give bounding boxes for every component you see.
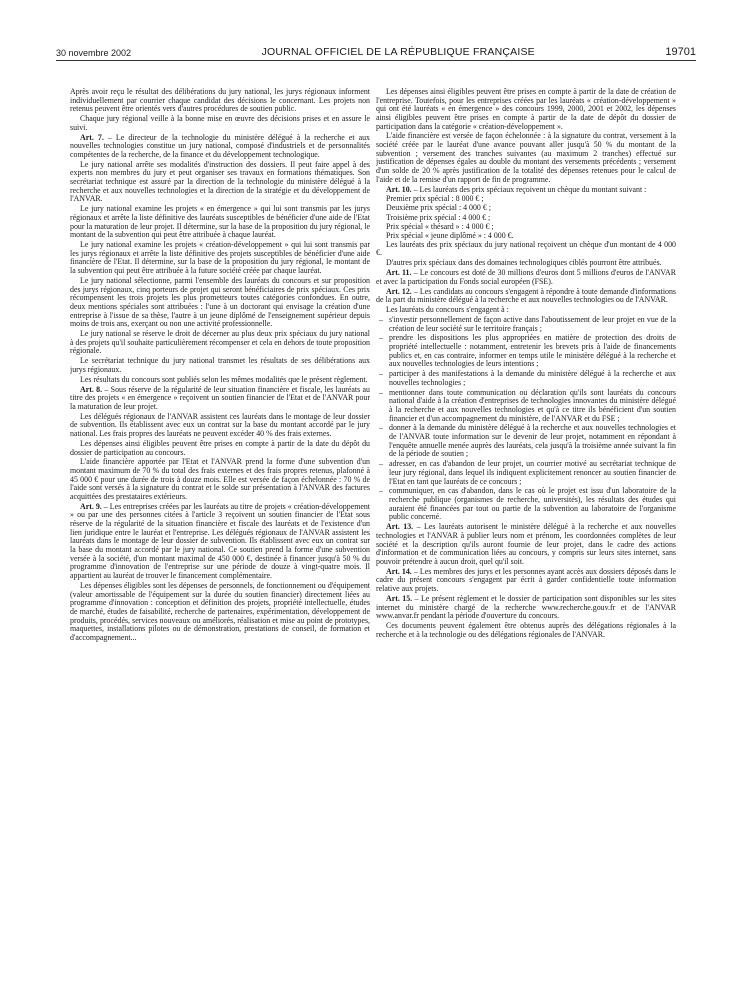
article-paragraph: [70, 134, 370, 160]
article-text: – Les membres des jurys et les personnes ayant accès aux dossiers déposés dans le cadre du présent concours s'engagent par écrit à garder confidentielle toute information relative aux projets.: [376, 566, 676, 594]
body-paragraph: Chaque jury régional veille à la bonne mise en œuvre des décisions prises et en assure le suivi.: [70, 114, 370, 132]
prize-line: Deuxième prix spécial : 4 000 € ;: [386, 203, 491, 213]
prize-line: Prix spécial « jeune diplômé » : 4 000 €.: [386, 230, 514, 240]
list-item: – s'investir personnellement de façon active dans l'aboutissement de leur projet en vue de la création de leur société sur le territoire français ;: [376, 316, 676, 333]
article-paragraph: [376, 523, 676, 566]
article-text: – Le concours est doté de 30 millions d'euros dont 5 millions d'euros de l'ANVAR et avec la participation du Fonds social européen (FSE).: [376, 268, 676, 286]
article-text: – Le présent règlement et le dossier de participation sont disponibles sur les sites internet du ministère chargé de la recherche www.recherche.gouv.fr et de l'ANVAR www.anvar.fr pendant la période d'ouverture du concours.: [376, 593, 676, 621]
body-paragraph: L'aide financière est versée de façon échelonnée : à la signature du contrat, versement à la société créée par le lauréat d'une avance pouvant aller jusqu'à 50 % du montant de la subvention ; versement des tranches suivantes (au maximum 2 tranches) effectué sur justification de dépenses égales au double du montant des versements précédents ; versement d'un solde de 20 % après justification de la totalité des dépenses retenues pour le calcul de l'aide et de la remise d'un rapport de fin de programme.: [376, 131, 676, 184]
header-rule: [56, 60, 696, 61]
body-paragraph: Ces documents peuvent également être obtenus auprès des délégations régionales à la recherche et à la technologie ou des délégations régionales de l'ANVAR.: [376, 621, 676, 639]
body-paragraph: Le jury national examine les projets « création-développement » qui lui sont transmis par les jurys régionaux et arrête la liste définitive des projets susceptibles de bénéficier d'une aide financière de l'Etat. Il détermine, sur la base de la proposition du jury régional, le montant de la subvention qui peut être attribuée à la future société créée par chaque lauréat.: [70, 240, 370, 276]
right-column: [376, 88, 676, 966]
article-label: Art. 11.: [386, 268, 412, 278]
body-paragraph: Le jury national sélectionne, parmi l'ensemble des lauréats du concours et sur proposition des jurys régionaux, cinq porteurs de projet qui seront bénéficiaires de prix spéciaux. Ces prix récompensent les trois projets les plus prometteurs toutes catégories confondues. En outre, deux mentions spéciales sont attribuées : l'une à un doctorant qui envisage la création d'une entreprise à l'issue de sa thèse, l'autre à un jeune diplômé de l'enseignement supérieur depuis moins de trois ans, exerçant ou non une activité professionnelle.: [70, 275, 370, 329]
article-label: Art. 13.: [386, 522, 414, 532]
list-item: – communiquer, en cas d'abandon, dans le cas où le projet est issu d'un laboratoire de la recherche publique (organismes de recherche, universités), les résultats des études qui auraient été financées par tout ou partie de la subvention au laboratoire de l'organisme public concerné.: [376, 487, 676, 522]
page-header: [56, 42, 696, 58]
body-paragraph: Les dépenses ainsi éligibles peuvent être prises en compte à partir de la date du dépôt du dossier de participation au concours.: [70, 438, 370, 457]
prize-line: Troisième prix spécial : 4 000 € ;: [386, 212, 491, 222]
body-paragraph: Le jury national examine les projets « en émergence » qui lui sont transmis par les jurys régionaux et arrête la liste définitive des lauréats susceptibles de bénéficier d'une aide de l'Etat pour la maturation de leur projet. Il détermine, sur la base de la proposition du jury régional, le montant de la subvention qui peut être attribuée à chaque lauréat.: [70, 204, 370, 240]
article-text: – Les lauréats des prix spéciaux reçoivent un chèque du montant suivant :: [411, 184, 647, 194]
article-paragraph: [376, 186, 676, 195]
left-column: [70, 88, 370, 966]
article-text: – Le directeur de la technologie du ministère délégué à la recherche et aux nouvelles technologies constitue un jury national, composé d'industriels et de personnalités compétentes de la recherche, de la finance et du développement technologique.: [70, 132, 370, 159]
list-item: – participer à des manifestations à la demande du ministère délégué à la recherche et aux nouvelles technologies ;: [376, 370, 676, 387]
article-paragraph: [376, 269, 676, 286]
article-label: Art. 9.: [80, 501, 102, 511]
body-paragraph: Les dépenses ainsi éligibles peuvent être prises en compte à partir de la date de création de l'entreprise. Toutefois, pour les entreprises créées par les lauréats « création-développement » qui ont été lauréats « en émergence » des concours 1999, 2000, 2001 et 2002, les dépenses ainsi éligibles peuvent être prises en compte à partir de la date de dépôt du dossier de participation dans la catégorie « création-développement ».: [376, 88, 676, 131]
body-paragraph: Le jury national se réserve le droit de décerner au plus deux prix spéciaux du jury national à des projets qu'il souhaite particulièrement récompenser et cela en dehors de toute proposition régionale.: [70, 329, 370, 356]
body-paragraph: Les dépenses éligibles sont les dépenses de personnels, de fonctionnement ou d'équipement (valeur amortissable de l'équipement sur la durée du soutien financier) directement liées au programme d'innovation : conception et définition des projets, propriété intellectuelle, études de marché, études de faisabilité, recherche de partenaires, expérimentation, développement de produits, procédés, services nouveaux ou améliorés, réalisation et mise au point de prototypes, maquettes, installations pilotes ou de démonstration, prestations de conseil, de formation et d'accompagnement...: [70, 580, 370, 642]
body-paragraph: Les résultats du concours sont publiés selon les mêmes modalités que le présent règlement.: [80, 374, 368, 384]
body-paragraph: Les lauréats du concours s'engagent à :: [386, 305, 509, 315]
article-text: – Les lauréats autorisent le ministère délégué à la recherche et aux nouvelles technologies et l'ANVAR à publier leurs nom et prénom, les coordonnées complètes de leur société et la description qu'ils auront fournie de leur projet, dans le cadre des actions d'information et de communication liées au concours, y compris sur leurs sites internet, sans pouvoir prétendre à aucun droit, quel qu'il soit.: [376, 522, 676, 566]
body-paragraph: Le secrétariat technique du jury national transmet les résultats de ses délibérations aux jurys régionaux.: [70, 356, 370, 374]
article-paragraph: [376, 595, 676, 621]
header-page-number: 19701: [665, 46, 696, 58]
body-paragraph: Les lauréats des prix spéciaux du jury national reçoivent un chèque d'un montant de 4 000 €.: [376, 239, 676, 258]
article-label: Art. 15.: [386, 593, 413, 603]
article-text: – Les entreprises créées par les lauréats au titre de projets « création-développement » ou par une des personnes citées à l'article 3 reçoivent un soutien financier de l'Etat sous réserve de la régularité de la situation financière et fiscale des lauréats et de l'existence d'un lien juridique entre le lauréat et l'entreprise. Les délégués régionaux de l'ANVAR assistent les lauréats dans le montage de leur dossier de subvention. Ils établissent avec eux un contrat sur la base du montant accordé par le jury national. Ce soutien prend la forme d'une subvention versée à la société, d'un montant maximal de 450 000 €, destinée à financer jusqu'à 50 % du programme d'innovation de l'entreprise sur une période de douze à vingt-quatre mois. Il appartient au lauréat de trouver le financement complémentaire.: [70, 501, 370, 581]
article-label: Art. 10.: [386, 184, 412, 194]
header-date: 30 novembre 2002: [56, 48, 132, 58]
article-label: Art. 7.: [80, 132, 104, 142]
article-text: – Les candidats au concours s'engagent à répondre à toute demande d'informations de la part du ministère délégué à la recherche et aux nouvelles technologies ou de l'ANVAR.: [376, 286, 676, 305]
article-paragraph: [70, 386, 370, 412]
list-item: – donner à la demande du ministère délégué à la recherche et aux nouvelles technologies et de l'ANVAR toute information sur le devenir de leur projet, notamment en répondant à l'enquête annuelle menée auprès des lauréats, cela jusqu'à la troisième année suivant la fin de la période de soutien ;: [376, 424, 676, 459]
header-title: JOURNAL OFFICIEL DE LA RÉPUBLIQUE FRANÇAISE: [261, 46, 535, 58]
article-label: Art. 8.: [80, 384, 103, 394]
body-paragraph: L'aide financière apportée par l'Etat et l'ANVAR prend la forme d'une subvention d'un montant maximum de 70 % du total des frais externes et des frais propres retenus, plafonné à 45 000 € pour une durée de trois à douze mois. Elle est versée de façon échelonnée : 70 % de l'aide sont versés à la signature du contrat et le solde sur présentation à l'ANVAR des factures acquittées des prestataires extérieurs.: [70, 457, 370, 501]
article-label: Art. 12.: [386, 286, 412, 296]
body-paragraph: Après avoir reçu le résultat des délibérations du jury national, les jurys régionaux informent individuellement par courrier chaque candidat des décisions le concernant. Les projets non retenus peuvent être orientés vers d'autres procédures de soutien public.: [70, 88, 370, 114]
article-text: – Sous réserve de la régularité de leur situation financière et fiscale, les lauréats au titre des projets « en émergence » reçoivent un soutien financier de l'Etat et de l'ANVAR pour la maturation de leur projet.: [70, 384, 370, 411]
prize-line: Premier prix spécial : 8 000 € ;: [386, 194, 484, 204]
list-item: – adresser, en cas d'abandon de leur projet, un courrier motivé au secrétariat technique de leur jury régional, dans lequel ils indiquent explicitement renoncer au soutien financier de l'Etat en tant que lauréats de ce concours ;: [376, 460, 676, 486]
body-paragraph: Le jury national arrête ses modalités d'instruction des dossiers. Il peut faire appel à des experts non membres du jury et peut organiser ses travaux en formations thématiques. Son secrétariat technique est assuré par la direction de la technologie du ministère délégué à la recherche et aux nouvelles technologies et la direction de la stratégie et du développement de l'ANVAR.: [70, 159, 370, 204]
list-item: – mentionner dans toute communication ou déclaration qu'ils sont lauréats du concours national d'aide à la création d'entreprises de technologies innovantes du ministère délégué à la recherche et aux nouvelles technologies et qu'à ce titre ils bénéficient d'un soutien financier et d'un accompagnement du ministère, de l'ANVAR et du FSE ;: [376, 389, 676, 424]
article-label: Art. 14.: [386, 566, 412, 576]
article-paragraph: [376, 568, 676, 594]
prize-line: Prix spécial « thésard » : 4 000 € ;: [386, 221, 494, 231]
article-paragraph: [70, 503, 370, 581]
body-paragraph: Les délégués régionaux de l'ANVAR assistent ces lauréats dans le montage de leur dossier de subvention. Ils établissent avec eux un contrat sur la base du montant accordé par le jury national. Les frais propres des lauréats ne peuvent excéder 40 % des frais externes.: [70, 411, 370, 438]
list-item: – prendre les dispositions les plus appropriées en matière de protection des droits de propriété intellectuelle : notamment, entretenir les brevets pris à l'aide de financements publics et, en cas contraire, informer en temps utile le ministère délégué à la recherche et aux nouvelles technologies de leurs intentions ;: [376, 334, 676, 369]
body-paragraph: D'autres prix spéciaux dans des domaines technologiques ciblés pourront être attribués.: [386, 258, 662, 268]
article-paragraph: [376, 288, 676, 305]
